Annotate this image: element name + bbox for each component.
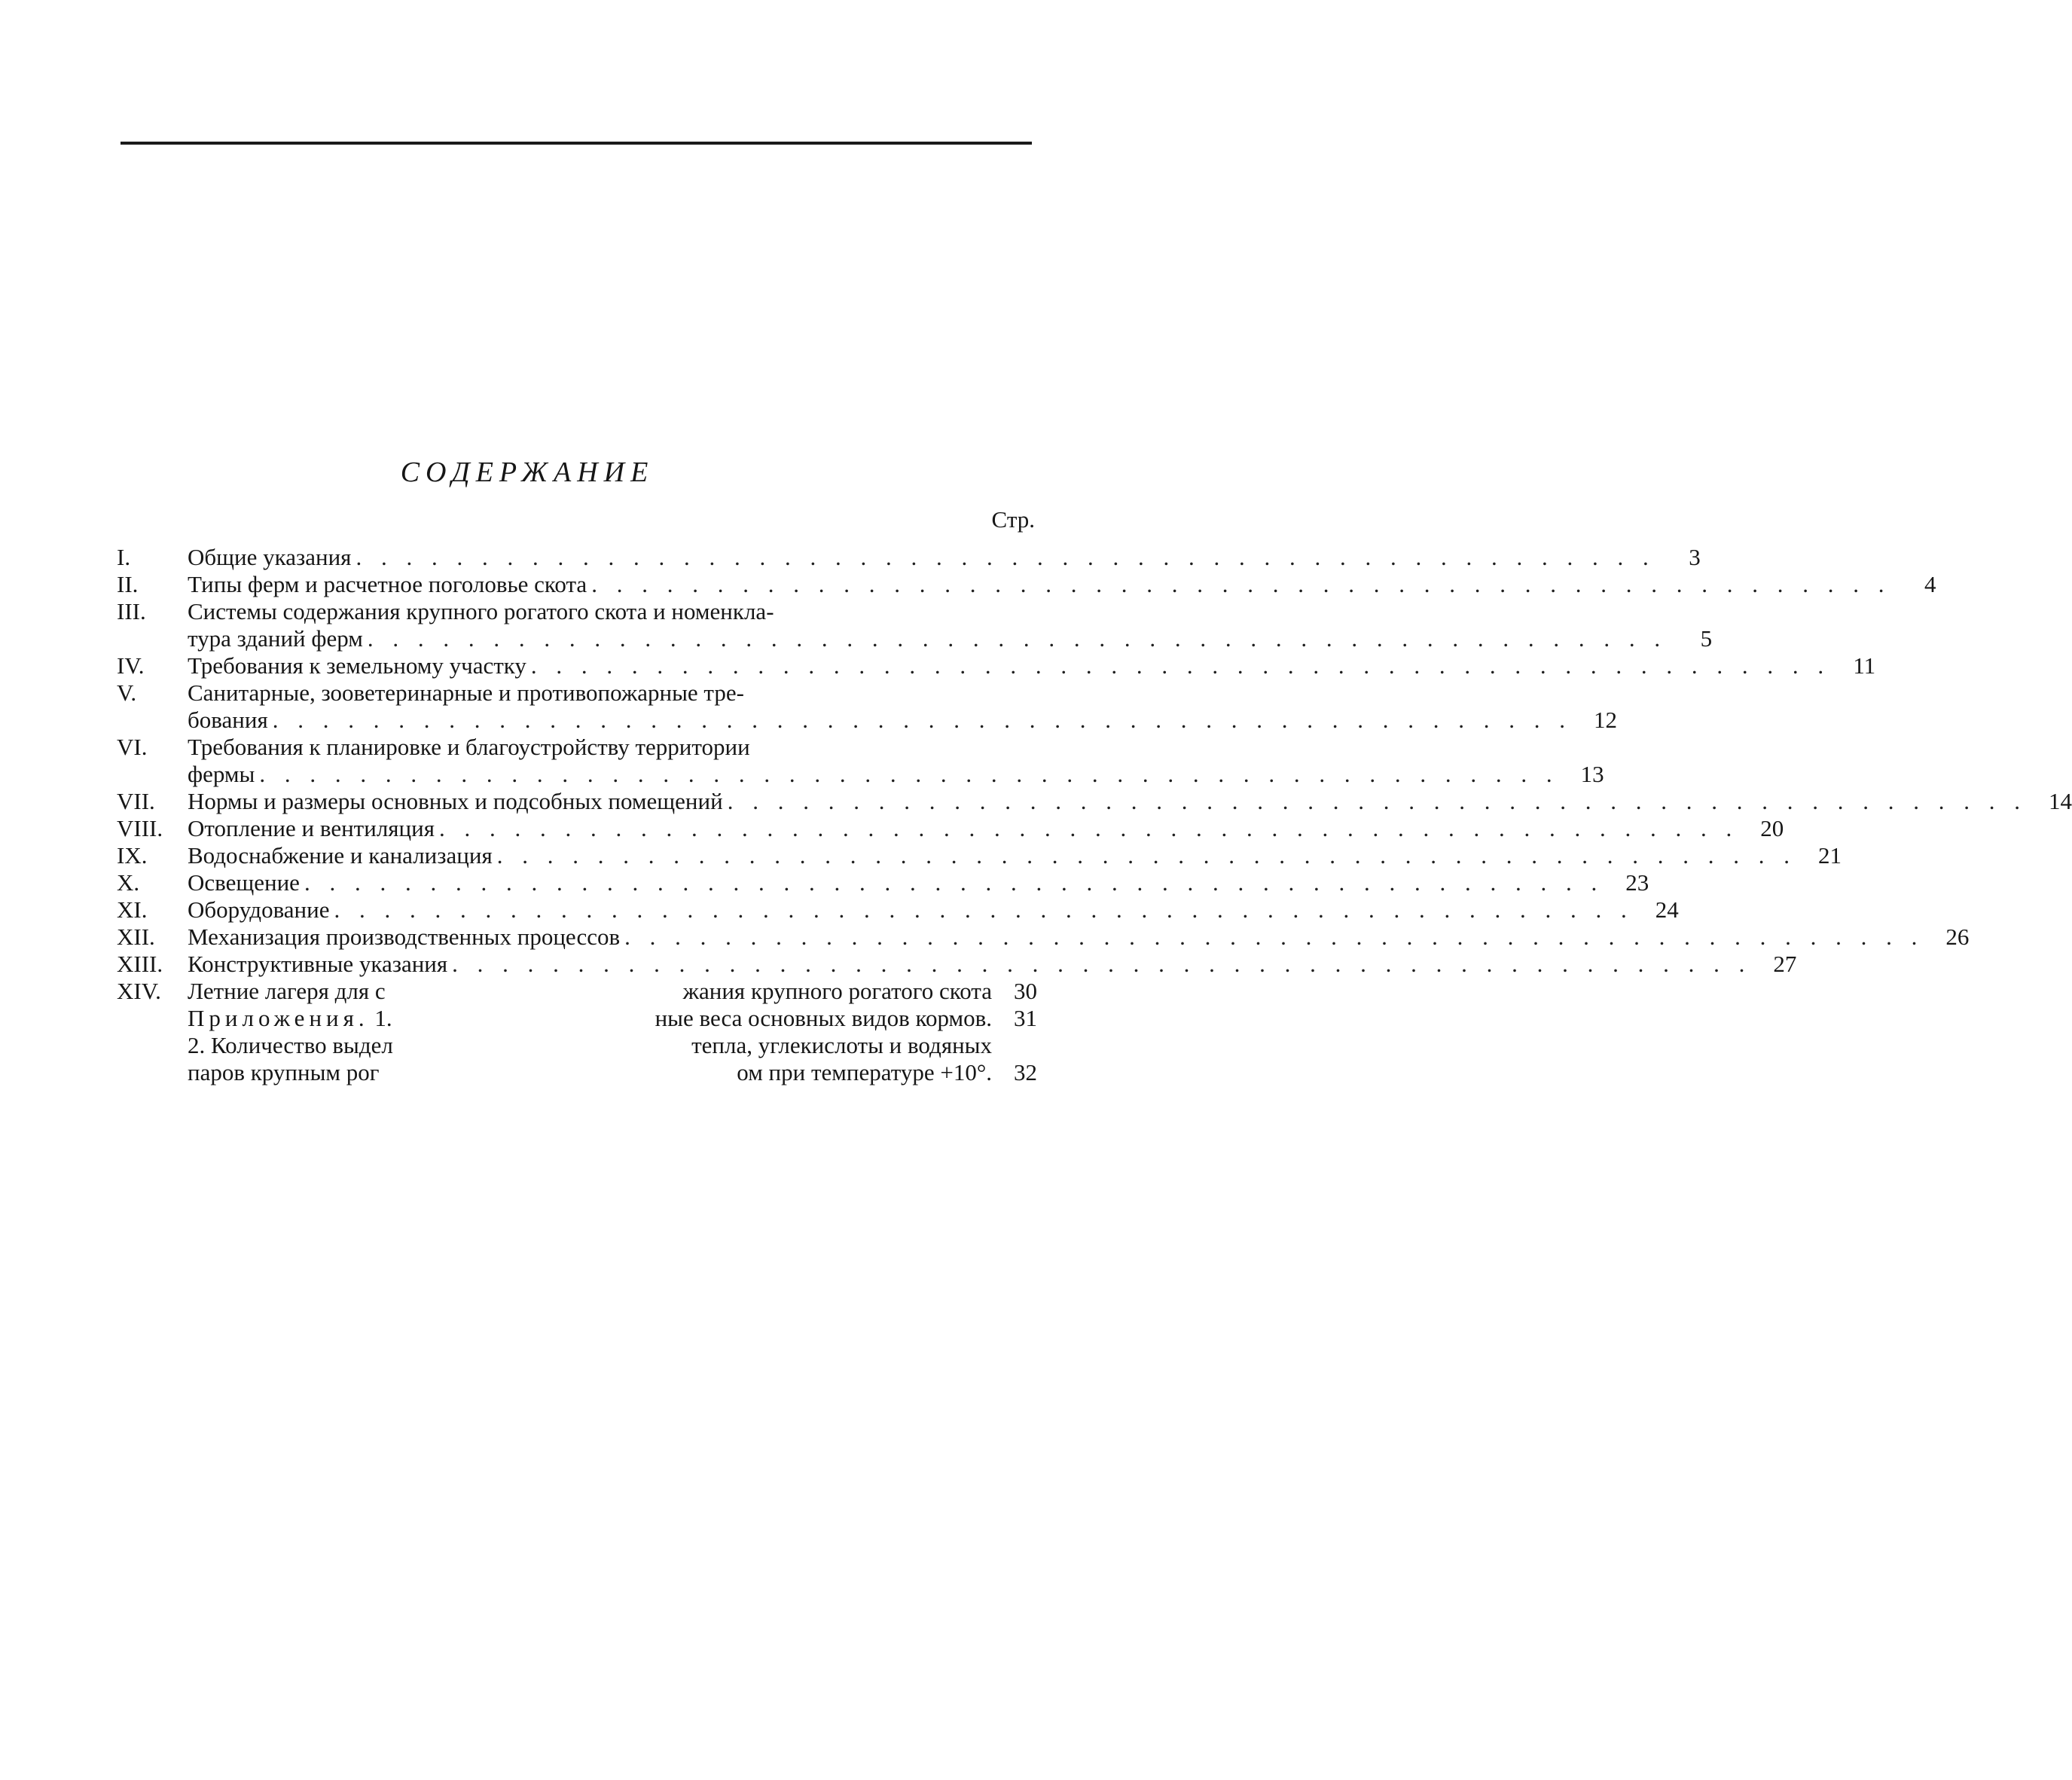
appendix-entry-2 <box>117 1032 1037 1086</box>
toc-entry-13 <box>117 951 1797 978</box>
toc-entry-page: 5 <box>1700 625 1713 652</box>
dot-leader <box>587 571 1890 598</box>
dot-leader <box>351 544 1655 571</box>
toc-entry-title-cont: фермы <box>188 761 255 787</box>
toc-entry-number: IX. <box>117 842 148 869</box>
toc-entry-number: XIV. <box>117 978 161 1004</box>
toc-entry-7 <box>117 788 2072 815</box>
toc-entry-title-cont: тура зданий ферм <box>188 625 363 652</box>
toc-entry-14 <box>117 978 1037 1005</box>
toc-entry-title: Требования к планировке и благоустройству территории <box>188 734 750 760</box>
toc-entry-title: Требования к земельному участку <box>188 652 526 679</box>
toc-entry-page: 24 <box>1655 896 1679 923</box>
appendix-item-number: 1. <box>374 1005 392 1031</box>
toc-entry-page: 11 <box>1853 652 1876 679</box>
toc-entry-title-cont: бования <box>188 707 268 733</box>
toc-entry-title: Механизация производственных процессов <box>188 924 621 950</box>
toc-entry-number: II. <box>117 571 139 597</box>
toc-entry-number: XII. <box>117 924 155 950</box>
appendix-item-title: 2. Количество выдел <box>188 1032 393 1058</box>
toc-entry-title: Нормы и размеры основных и подсобных помещений <box>188 788 723 814</box>
dot-leader <box>330 896 1634 924</box>
toc-entry-title: Летние лагеря для с <box>188 978 386 1004</box>
toc-entry-9 <box>117 842 1842 869</box>
toc-entry-5 <box>117 679 1617 734</box>
toc-entry-number: VI. <box>117 734 148 760</box>
dot-leader <box>435 815 1738 842</box>
appendix-entry-1 <box>117 1005 1037 1032</box>
toc-entry-page: 3 <box>1689 544 1701 570</box>
table-of-contents <box>117 544 2072 1086</box>
toc-entry-number: XI. <box>117 896 148 923</box>
toc-entry-page: 26 <box>1945 924 1970 950</box>
toc-entry-number: V. <box>117 679 137 706</box>
dot-leader <box>363 625 1667 652</box>
dot-leader <box>268 707 1572 734</box>
dot-leader <box>300 869 1604 896</box>
toc-entry-title: Конструктивные указания <box>188 951 448 977</box>
appendix-item-title-line2: паров крупным рог <box>188 1059 380 1085</box>
toc-entry-page: 23 <box>1625 869 1649 896</box>
toc-entry-10 <box>117 869 1649 896</box>
toc-entry-3 <box>117 598 1713 652</box>
toc-entry-title: Общие указания <box>188 544 352 570</box>
dot-leader <box>493 842 1796 869</box>
toc-entry-title-cont: жания крупного рогатого скота <box>682 978 992 1004</box>
toc-entry-title: Освещение <box>188 869 300 896</box>
dot-leader <box>723 788 2027 815</box>
top-rule <box>121 142 1032 145</box>
toc-entry-title: Типы ферм и расчетное поголовье скота <box>188 571 587 597</box>
appendix-item-page: 32 <box>1014 1059 1037 1085</box>
dot-leader <box>526 652 1830 679</box>
toc-entry-page: 13 <box>1580 761 1604 787</box>
toc-entry-number: III. <box>117 598 146 624</box>
toc-entry-number: I. <box>117 544 131 570</box>
toc-entry-number: IV. <box>117 652 145 679</box>
toc-entry-page: 12 <box>1593 707 1617 733</box>
appendix-item-title-cont: тепла, углекислоты и водяных <box>691 1032 992 1058</box>
toc-entry-page: 30 <box>1014 978 1037 1004</box>
toc-entry-6 <box>117 734 1604 788</box>
appendix-item-title: ные веса основных видов кормов. <box>655 1005 992 1031</box>
toc-entry-page: 27 <box>1773 951 1797 977</box>
toc-entry-page: 21 <box>1817 842 1842 869</box>
toc-entry-page: 14 <box>2048 788 2072 814</box>
toc-entry-4 <box>117 652 1876 679</box>
page-title: СОДЕРЖАНИЕ <box>400 456 655 488</box>
toc-entry-title: Санитарные, зооветеринарные и противопожарные тре- <box>188 679 744 706</box>
toc-entry-page: 20 <box>1760 815 1784 841</box>
toc-entry-2 <box>117 571 1936 598</box>
toc-entry-12 <box>117 924 1970 951</box>
dot-leader <box>447 951 1751 978</box>
toc-entry-title: Оборудование <box>188 896 330 923</box>
appendix-item-page: 31 <box>1014 1005 1037 1031</box>
appendix-item-title-line2-cont: ом при температуре +10°. <box>737 1059 992 1085</box>
toc-entry-number: VII. <box>117 788 155 814</box>
toc-entry-title: Отопление и вентиляция <box>188 815 435 841</box>
toc-entry-page: 4 <box>1924 571 1936 597</box>
page-column-label: Стр. <box>991 506 1035 533</box>
toc-entry-number: XIII. <box>117 951 163 977</box>
dot-leader <box>620 924 1924 951</box>
toc-entry-8 <box>117 815 1784 842</box>
toc-entry-11 <box>117 896 1679 924</box>
toc-entry-number: X. <box>117 869 140 896</box>
toc-entry-1 <box>117 544 1701 571</box>
toc-entry-number: VIII. <box>117 815 163 841</box>
appendix-label: Приложения. <box>188 1005 369 1031</box>
toc-entry-title: Системы содержания крупного рогатого скота и номенкла- <box>188 598 774 624</box>
toc-entry-title: Водоснабжение и канализация <box>188 842 493 869</box>
dot-leader <box>255 761 1558 788</box>
